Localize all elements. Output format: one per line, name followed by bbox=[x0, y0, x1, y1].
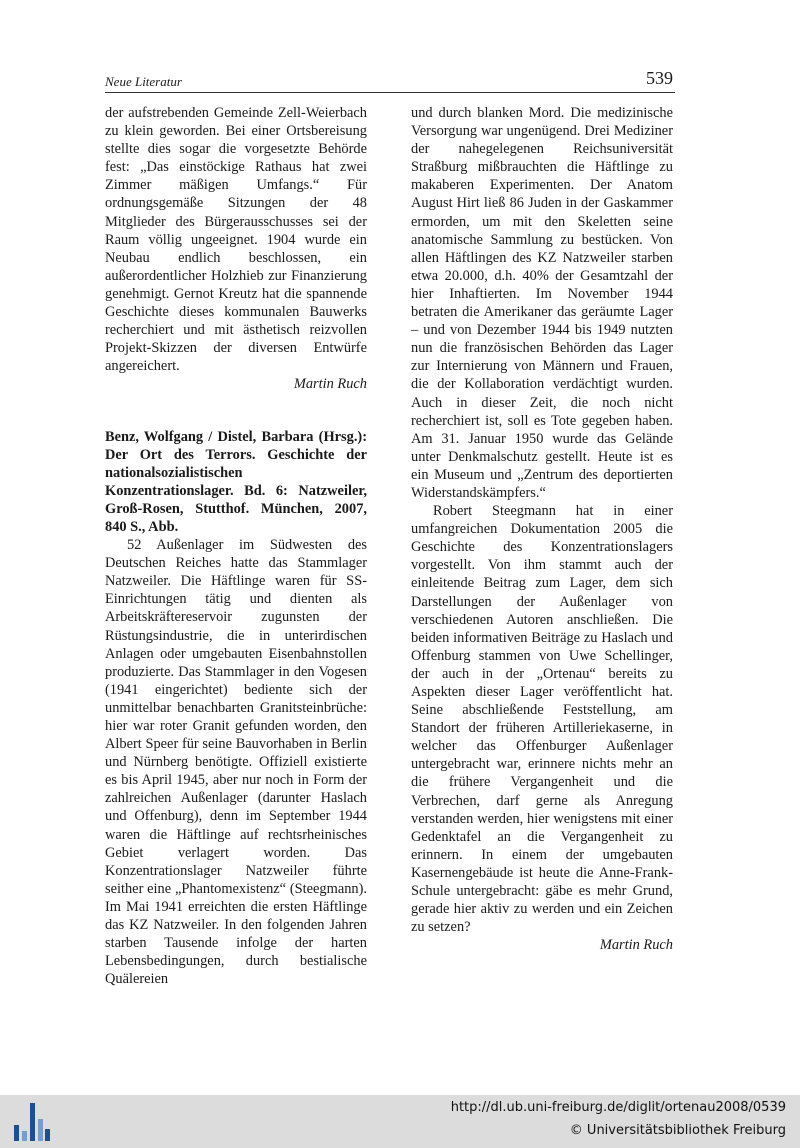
review-paragraph-continued: und durch blanken Mord. Die medizinische Versorgung war ungenügend. Drei Mediziner der nahegelegenen Reichsuniversität Straßburg mißbrauchten die Häftlinge zu makaberen Experimenten. Der Anatom August Hirt ließ 86 Juden in der Gaskammer ermorden, um mit den Skeletten seine anatomische Sammlung zu bestücken. Von allen Häftlingen des KZ Natzweiler starben etwa 20.000, d.h. 40% der Gesamtzahl der hier Inhaftierten. Im November 1944 betraten die Amerikaner das geräumte Lager – und von Dezember 1944 bis 1949 nutzten nun die französischen Behörden das Lager zur Internierung von Männern und Frauen, die der Kollaboration verdächtigt wurden. Auch in dieser Zeit, die noch nicht recherchiert ist, soll es Tote gegeben haben. Am 31. Januar 1950 wurde das Gelände unter Denkmalschutz gestellt. Heute ist es ein Museum und „Zentrum des deportierten Widerstandskämpfers.“ bbox=[411, 105, 673, 501]
copyright-notice: © Universitätsbibliothek Freiburg bbox=[569, 1123, 786, 1138]
left-column bbox=[105, 104, 367, 988]
right-column bbox=[411, 104, 673, 954]
review-author: Martin Ruch bbox=[293, 376, 367, 393]
viewer-footer bbox=[0, 1095, 800, 1148]
review-paragraph-second: Robert Steegmann hat in einer umfangreichen Dokumentation 2005 die Geschichte des Konzentrationslagers vorgestellt. Von ihm stammt auch der einleitende Beitrag zum Lager, dem sich Darstellungen der Außenlager von verschiedenen Autoren anschließen. Die beiden informativen Beiträge zu Haslach und Offenburg stammen von Uwe Schellinger, der auch in der „Ortenau“ bereits zu Aspekten dieser Lager veröffentlicht hat. Seine abschließende Feststellung, am Standort der früheren Artilleriekaserne, in welcher das Offenburger Außenlager untergebracht war, erinnere nichts mehr an die frühere Vergangenheit und die Verbrechen, darf gerne als Anregung verstanden werden, hier wenigstens mit einer Gedenktafel an die Vergangenheit zu erinnern. In einem der umgebauten Kasernengebäude ist heute die Anne-Frank-Schule untergebracht: gäbe es mehr Grund, gerade hier aktiv zu werden und ein Zeichen zu setzen? bbox=[411, 503, 673, 936]
document-url-link[interactable]: http://dl.ub.uni-freiburg.de/diglit/ortenau2008/0539 bbox=[450, 1100, 786, 1115]
review-heading: Benz, Wolfgang / Distel, Barbara (Hrsg.): Der Ort des Terrors. Geschichte der nationalsozialistischen Konzentrationslager. Bd. 6: Natzweiler, Groß-Rosen, Stutthof. München, 2007, 840 S., Abb. bbox=[105, 428, 367, 535]
section-gap bbox=[105, 394, 367, 428]
running-header bbox=[105, 70, 675, 93]
page-number: 539 bbox=[646, 68, 673, 88]
section-title: Neue Literatur bbox=[105, 74, 182, 89]
review-paragraph: 52 Außenlager im Südwesten des Deutschen Reiches hatte das Stammlager Natzweiler. Die Häftlinge waren für SS-Einrichtungen tätig und dienten als Arbeitskräftereservoir zugunsten der Rüstungsindustrie, die in unterirdischen Anlagen oder umgebauten Eisenbahnstollen produzierte. Das Stammlager in den Vogesen (1941 eingerichtet) bediente sich der unmittelbar benachbarten Granitsteinbrüche: hier war roter Granit gefunden worden, den Albert Speer für seine Bauvorhaben in Berlin und Nürnberg benötigte. Offiziell existierte es bis April 1945, aber nur noch in Form der zahlreichen Außenlager (darunter Haslach und Offenburg), denn im September 1944 waren die Häftlinge auf rechtsrheinisches Gebiet verlagert worden. Das Konzentrationslager Natzweiler führte seither eine „Phantomexistenz“ (Steegmann). Im Mai 1941 erreichten die ersten Häftlinge das KZ Natzweiler. In den folgenden Jahren starben Tausende infolge der harten Lebensbedingungen, durch bestialische Quälereien bbox=[105, 537, 367, 988]
review-author-second: Martin Ruch bbox=[599, 937, 673, 954]
paragraph-continuation: der aufstrebenden Gemeinde Zell-Weierbach zu klein geworden. Bei einer Ortsbereisung stellte dies sogar die vorgesetzte Behörde fest: „Das einstöckige Rathaus hat zwei Zimmer mäßigen Umfangs.“ Für ordnungsgemäße Sitzungen der 48 Mitglieder des Bürgerausschusses sei der Raum völlig ungeeignet. 1904 wurde ein Neubau endlich beschlossen, ein außerordentlicher Holzhieb zur Finanzierung genehmigt. Gernot Kreutz hat die spannende Geschichte dieses kommunalen Bauwerks recherchiert und mit ästhetisch reizvollen Projekt-Skizzen der diversen Entwürfe angereichert. bbox=[105, 105, 367, 375]
library-logo-icon bbox=[14, 1103, 50, 1141]
